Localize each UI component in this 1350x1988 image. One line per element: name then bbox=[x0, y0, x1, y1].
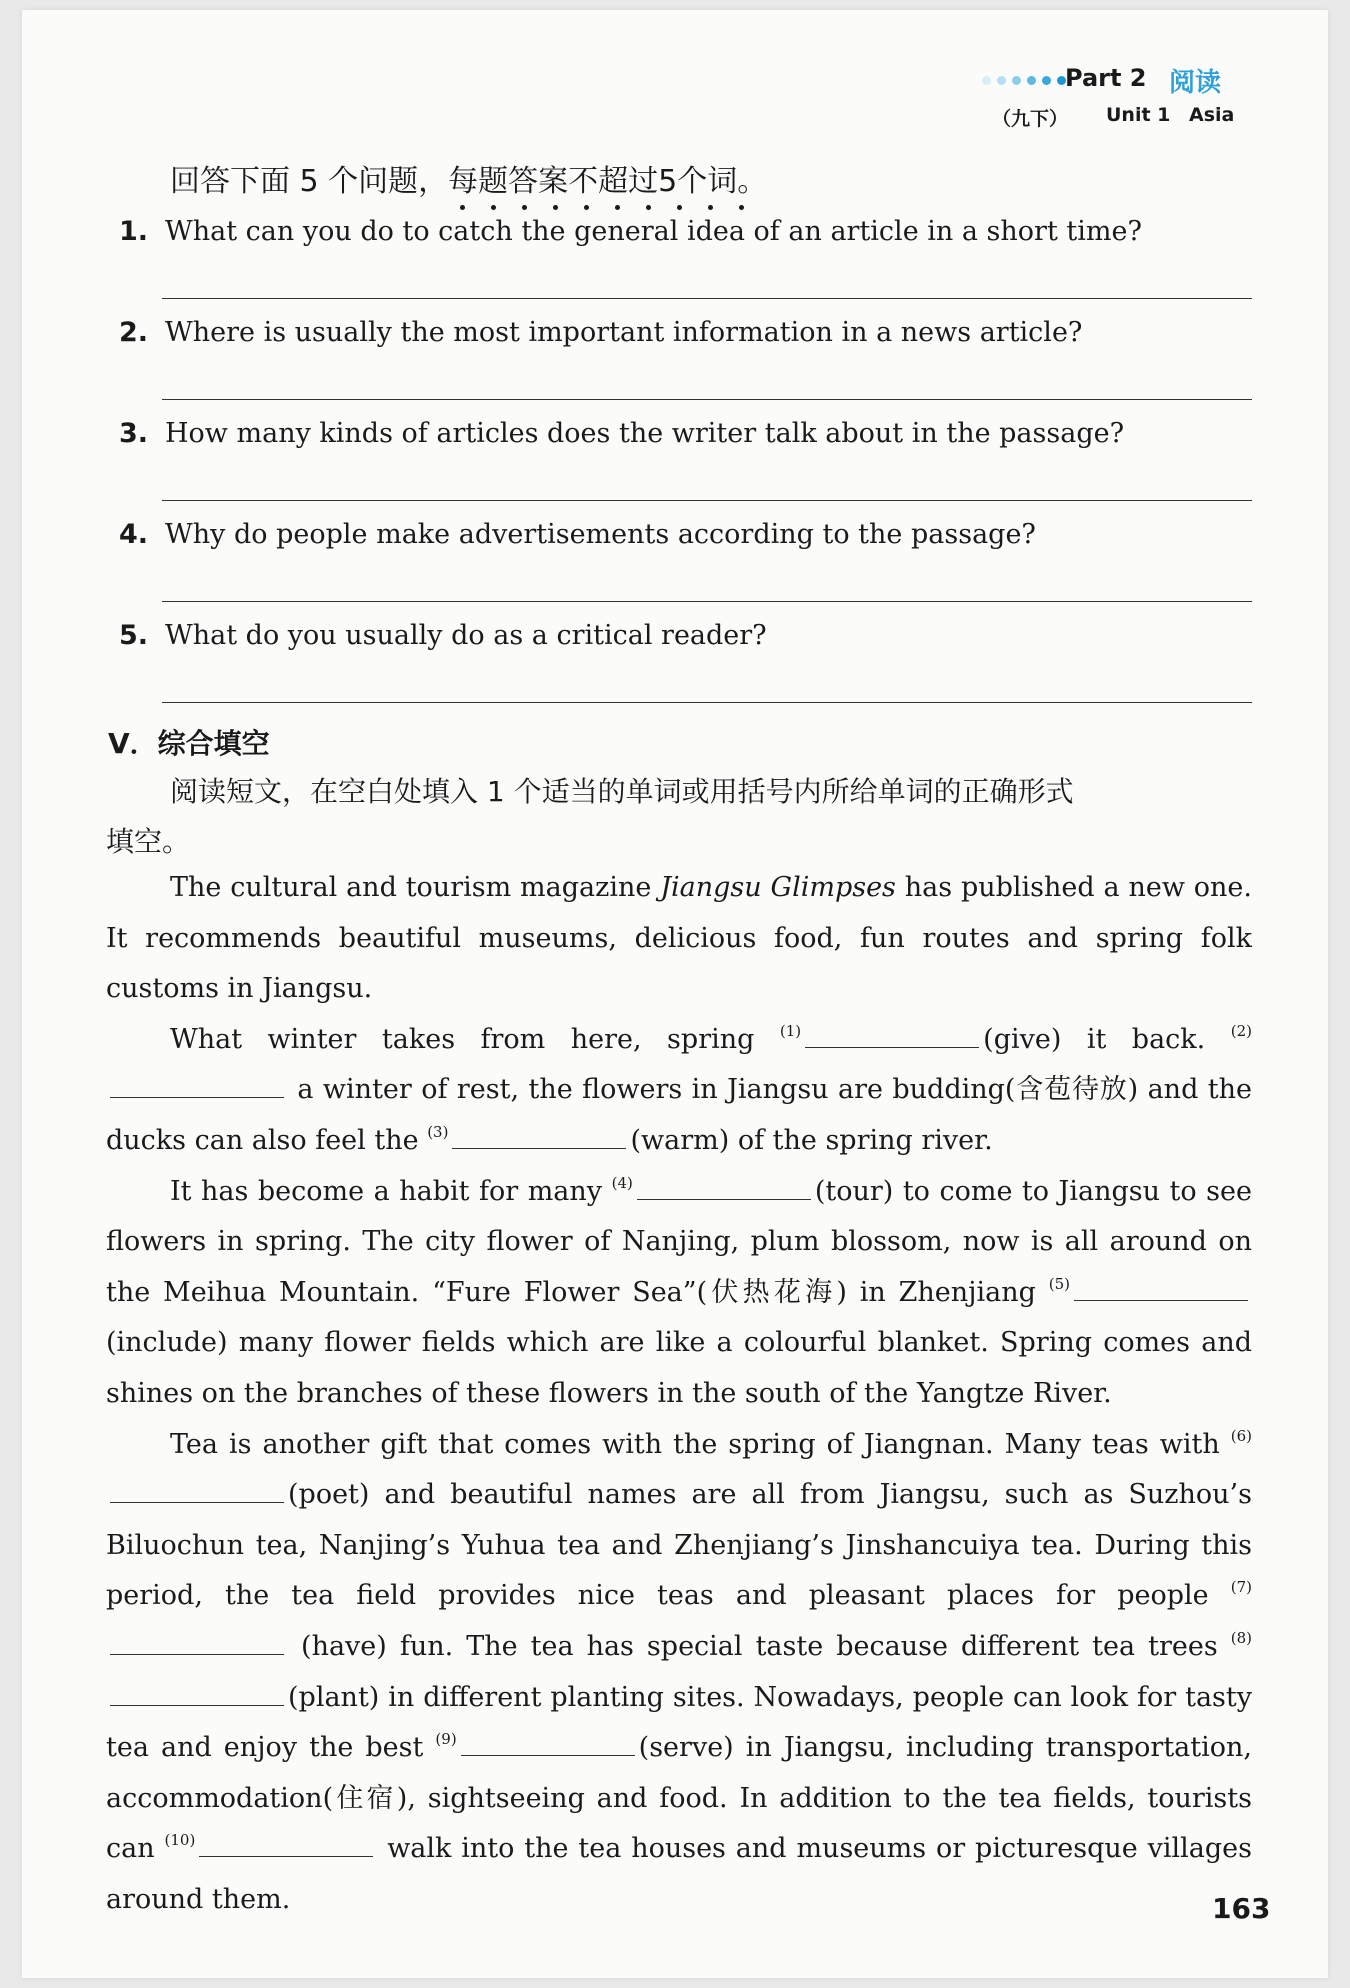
blank-7[interactable] bbox=[110, 1630, 284, 1655]
blank-number: (2) bbox=[1230, 1021, 1252, 1040]
passage-paragraph-1: The cultural and tourism magazine Jiangsu Glimpses has published a new one. It recommends beautiful museums, delicious food, fun routes and spring folk customs in Jiangsu. bbox=[106, 872, 1252, 1005]
answer-line-3[interactable] bbox=[162, 500, 1252, 501]
question-4: 4. Why do people make advertisements according to the passage? bbox=[119, 519, 1036, 550]
blank-number: (10) bbox=[164, 1831, 196, 1850]
answer-line-2[interactable] bbox=[162, 399, 1252, 400]
blank-number: (6) bbox=[1230, 1426, 1252, 1445]
blank-9[interactable] bbox=[461, 1731, 635, 1756]
passage bbox=[106, 863, 1252, 1925]
blank-4[interactable] bbox=[637, 1175, 811, 1200]
answer-line-1[interactable] bbox=[162, 298, 1252, 299]
answer-line-5[interactable] bbox=[162, 702, 1252, 703]
textbook-page bbox=[22, 10, 1328, 1978]
header-grade: （九下） bbox=[992, 108, 1069, 130]
passage-paragraph-4: Tea is another gift that comes with the spring of Jiangnan. Many teas with $^{(6)}$(poet) and beautiful names are all from Jiangsu, such as Suzhou’s Biluochun tea, Nanjing’s Yuhua tea and Zhenjiang’s Jinshancuiya tea. During this period, the tea field provides nice teas and pleasant places for people $^{(7)}$ (have) fun. The tea has special taste because different tea trees $^{(8)}$(plant) in different planting sites. Nowadays, people can look for tasty tea and enjoy the best $^{(9)}$ (serve) in Jiangsu, including transportation, accommodation(住宿), sightseeing and food. In addition to the tea fields, tourists can $^{(10)}$ walk into the tea houses and museums or picturesque villages around them. bbox=[106, 1426, 1252, 1915]
questions-instruction: 回答下面 5 个问题，每题答案不超过5个词 。 bbox=[170, 156, 767, 200]
passage-paragraph-3: It has become a habit for many $^{(4)}$ (tour) to come to Jiangsu to see flowers in spring. The city flower of Nanjing, plum blossom, now is all around on the Meihua Mountain. “Fure Flower Sea”(伏热花海) in Zhenjiang $^{(5)}$ (include) many flower fields which are like a colourful blanket. Spring comes and shines on the branches of these flowers in the south of the Yangtze River. bbox=[106, 1173, 1252, 1409]
question-1: 1. What can you do to catch the general idea of an article in a short time? bbox=[119, 216, 1142, 247]
section-instruction-line1: 阅读短文，在空白处填入 1 个适当的单词或用括号内所给单词的正确形式 bbox=[170, 775, 1074, 808]
question-3: 3. How many kinds of articles does the writer talk about in the passage? bbox=[119, 418, 1125, 449]
blank-3[interactable] bbox=[452, 1124, 626, 1149]
question-5: 5. What do you usually do as a critical reader? bbox=[119, 620, 767, 651]
blank-number: (1) bbox=[779, 1021, 802, 1040]
section-title: V．综合填空 bbox=[108, 727, 270, 760]
blank-6[interactable] bbox=[110, 1478, 284, 1503]
header-unit: Unit 1 bbox=[1106, 104, 1171, 126]
blank-number: (9) bbox=[435, 1730, 457, 1749]
question-2: 2. Where is usually the most important information in a news article? bbox=[119, 317, 1083, 348]
blank-number: (8) bbox=[1230, 1628, 1252, 1647]
blank-number: (4) bbox=[611, 1173, 633, 1192]
header-dots-decoration bbox=[982, 76, 1066, 85]
page-number: 163 bbox=[1212, 1892, 1271, 1925]
emphasized-text: 每题答案不超过5个词 bbox=[448, 156, 737, 200]
section-instruction-line2: 填空。 bbox=[106, 825, 191, 858]
blank-10[interactable] bbox=[199, 1832, 373, 1857]
blank-number: (5) bbox=[1048, 1274, 1070, 1293]
blank-8[interactable] bbox=[110, 1681, 284, 1706]
answer-line-4[interactable] bbox=[162, 601, 1252, 602]
magazine-title: Jiangsu Glimpses bbox=[660, 872, 896, 903]
blank-5[interactable] bbox=[1074, 1276, 1248, 1301]
header-part: Part 2 bbox=[1065, 64, 1147, 92]
blank-number: (3) bbox=[427, 1122, 449, 1141]
blank-number: (7) bbox=[1230, 1578, 1252, 1597]
header-section-reading: 阅读 bbox=[1169, 68, 1222, 98]
blank-1[interactable] bbox=[805, 1023, 979, 1048]
header-topic: Asia bbox=[1189, 104, 1235, 126]
passage-paragraph-2: What winter takes from here, spring $^{(1)}$ (give) it back. $^{(2)}$ a winter of rest, the flowers in Jiangsu are budding(含苞待放) and the ducks can also feel the $^{(3)}$ (warm) of the spring river. bbox=[106, 1021, 1252, 1156]
blank-2[interactable] bbox=[110, 1073, 284, 1098]
